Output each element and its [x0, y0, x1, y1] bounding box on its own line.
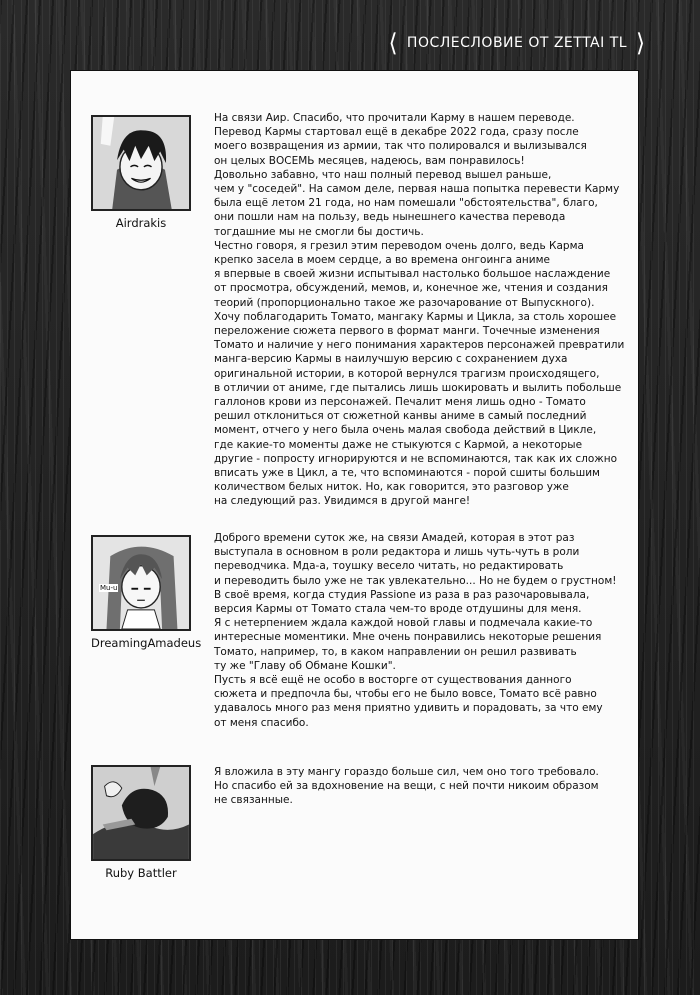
page-header	[384, 32, 650, 54]
message-line: Перевод Кармы стартовал ещё в декабре 2022 года, сразу после	[214, 126, 579, 139]
author-message	[214, 765, 634, 808]
author-name: Ruby Battler	[105, 866, 177, 880]
message-line: моего возвращения из армии, так что полировался и вылизывался	[214, 140, 587, 153]
message-line: момент, отчего у него была очень малая свобода действий в Цикле,	[214, 424, 597, 437]
message-line: Я вложила в эту мангу гораздо больше сил, чем оно того требовало.	[214, 766, 599, 778]
message-line: и переводить было уже не так увлекательно... Но не будем о грустном!	[214, 574, 617, 587]
message-line: тогдашние мы не смогли бы достичь.	[214, 225, 424, 238]
message-line: другие - попросту игнорируются и не вспоминаются, так как их сложно	[214, 452, 618, 465]
message-line: количеством белых ниток. Но, как говорится, это разговор уже	[214, 481, 569, 494]
message-line: Доброго времени суток же, на связи Амадей, которая в этот раз	[214, 532, 575, 544]
message-line: они пошли нам на пользу, ведь нынешнего качества перевода	[214, 211, 566, 224]
message-line: не связанные.	[214, 794, 293, 807]
message-line: интересные моментики. Мне очень понравились некоторые решения	[214, 631, 602, 644]
left-bracket-icon: ❬	[387, 30, 400, 55]
message-line: от просмотра, обсуждений, мемов, и, конечное же, чтения и создания	[214, 282, 608, 295]
message-line: галлонов крови из персонажей. Печалит меня лишь одно - Томато	[214, 396, 586, 409]
author-name: Airdrakis	[115, 216, 167, 230]
right-bracket-icon: ❭	[634, 30, 647, 55]
message-line: я впервые в своей жизни испытывал настолько большое наслаждение	[214, 268, 611, 281]
message-line: Пусть я всё ещё не особо в восторге от существования данного	[214, 674, 572, 687]
message-line: в отличии от аниме, где пытались лишь шокировать и вылить побольше	[214, 381, 622, 394]
message-line: сюжета и предпочла бы, чтобы его не было вовсе, Томато всё равно	[214, 688, 597, 701]
message-line: Хочу поблагодарить Томато, мангаку Кармы и Цикла, за столь хорошее	[214, 310, 617, 323]
message-line: переводчика. Мда-а, тоушку весело читать, но редактировать	[214, 560, 564, 573]
message-line: Томато, например, то, в каком направлении он решил развивать	[214, 645, 577, 658]
author-message	[214, 111, 634, 509]
message-line: Но спасибо ей за вдохновение на вещи, с ней почти никоим образом	[214, 780, 599, 793]
message-line: версия Кармы от Томато стала чем-то вроде отдушины для меня.	[214, 603, 582, 616]
message-line: Я с нетерпением ждала каждой новой главы и подмечала какие-то	[214, 617, 593, 630]
avatar-caption: Mu-u	[100, 584, 118, 592]
afterword-sheet	[71, 71, 638, 939]
message-line: выступала в основном в роли редактора и лишь чуть-чуть в роли	[214, 546, 580, 559]
avatar	[91, 115, 191, 211]
message-line: была ещё летом 21 года, но нам помешали "обстоятельства", благо,	[214, 197, 598, 210]
message-line: манга-версию Кармы в наилучшую версию с сохранением духа	[214, 353, 568, 366]
author-card	[91, 535, 202, 650]
message-line: На связи Аир. Спасибо, что прочитали Карму в нашем переводе.	[214, 112, 575, 124]
message-line: ту же "Главу об Обмане Кошки".	[214, 659, 396, 672]
message-line: оригинальной истории, в которой вернулся трагизм происходящего,	[214, 367, 600, 380]
message-line: Честно говоря, я грезил этим переводом очень долго, ведь Карма	[214, 239, 584, 252]
page-title: ПОСЛЕСЛОВИЕ ОТ ZETTAI TL	[406, 35, 628, 51]
author-card	[91, 765, 191, 880]
author-message	[214, 531, 634, 730]
message-line: чем у "соседей". На самом деле, первая наша попытка перевести Карму	[214, 183, 620, 196]
avatar-drawing	[93, 537, 189, 629]
message-line: решил отклониться от сюжетной канвы аниме в самый последний	[214, 410, 587, 423]
message-line: от меня спасибо.	[214, 716, 309, 729]
message-line: удавалось много раз меня приятно удивить и порадовать, за что ему	[214, 702, 603, 715]
message-line: на следующий раз. Увидимся в другой манге!	[214, 495, 471, 508]
message-line: переложение сюжета первого в формат манги. Точечные изменения	[214, 325, 600, 338]
message-line: где какие-то моменты даже не стыкуются с Кармой, а некоторые	[214, 438, 583, 451]
message-line: теорий (пропорционально такое же разочарование от Выпускного).	[214, 296, 595, 309]
message-line: он целых ВОСЕМЬ месяцев, надеюсь, вам понравилось!	[214, 154, 525, 167]
avatar	[91, 535, 191, 631]
message-line: В своё время, когда студия Passione из раза в раз разочаровывала,	[214, 588, 590, 601]
avatar-drawing	[93, 117, 189, 209]
avatar-drawing	[93, 767, 189, 859]
author-name: DreamingAmadeus	[91, 636, 202, 650]
message-line: вписать уже в Цикл, а те, что вспоминаются - порой сшиты большим	[214, 467, 600, 480]
message-line: крепко засела в моем сердце, а во времена онгоинга аниме	[214, 254, 550, 267]
message-line: Томато и наличие у него понимания характеров персонажей превратили	[214, 339, 625, 352]
author-card	[91, 115, 191, 230]
message-line: Довольно забавно, что наш полный перевод вышел раньше,	[214, 168, 552, 181]
avatar	[91, 765, 191, 861]
